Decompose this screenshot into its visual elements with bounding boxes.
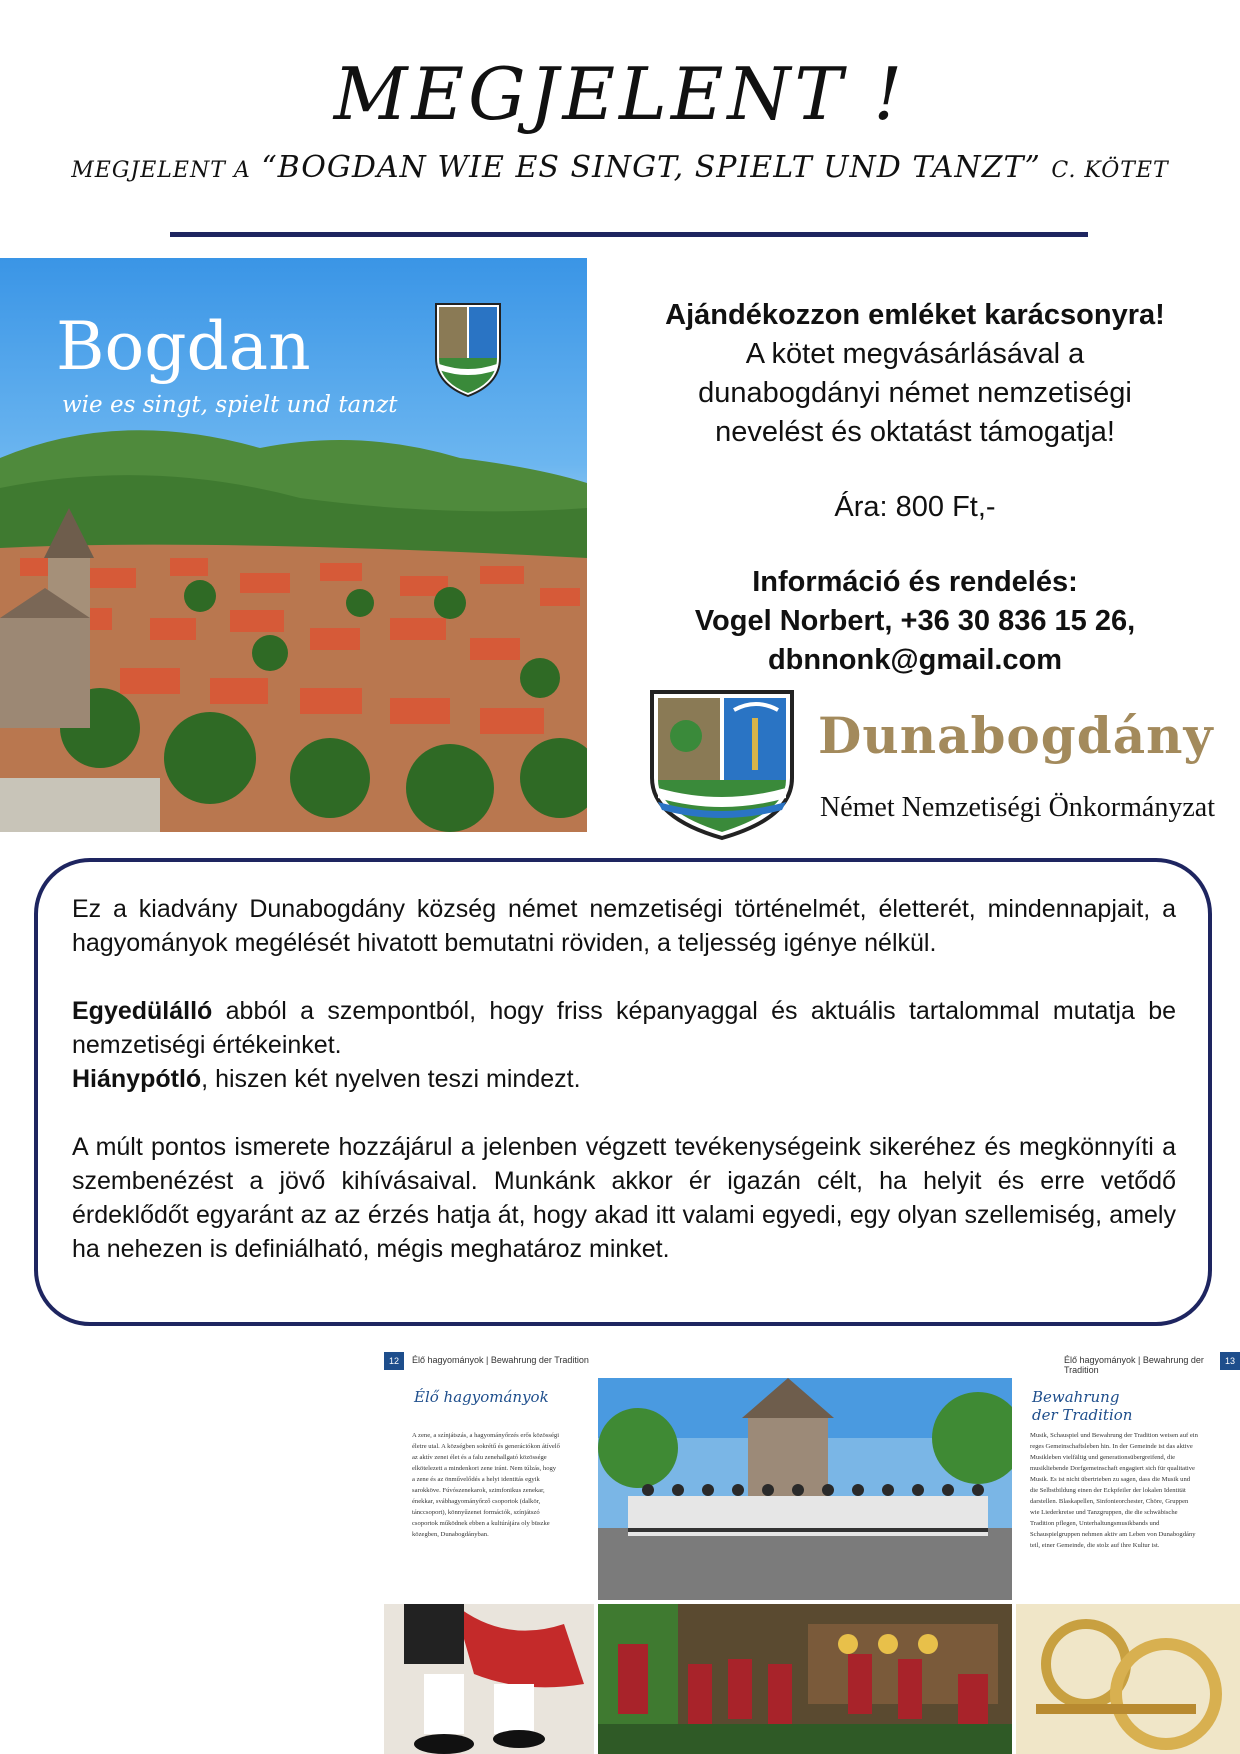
brass-instruments-photo [1016, 1604, 1240, 1754]
page-subtitle [0, 150, 1240, 185]
price: Ára: 800 Ft,- [834, 491, 996, 523]
info-line-3: nevelést és oktatást támogatja! [715, 416, 1115, 448]
cover-title: Bogdan [56, 308, 311, 385]
header-divider [170, 232, 1088, 237]
coat-of-arms-icon [648, 688, 796, 842]
highlight-unique: Egyedülálló [72, 997, 213, 1025]
description-paragraph-2-rest: abból a szempontból, hogy friss képanyaggal és aktuális tartalommal mutatja be nemzetiségi értékeinket. [72, 997, 1176, 1059]
dancers-photo [384, 1604, 594, 1754]
description-paragraph-2 [72, 994, 1176, 1062]
left-page-number: 12 [384, 1352, 404, 1370]
right-page-text: Musik, Schauspiel und Bewahrung der Tradition weisen auf ein reges Gemeinschaftsleben hin. In der Gemeinde ist das aktive Musikleben vielfältig und generationsübergreifend, die musikliebende Dorfgemeinschaft engagiert sich für qualitative Musik. Es ist nicht übertrieben zu sagen, dass die Musik und die Selbstbildung einen der Eckpfeiler der lokalen Identität darstellen. Blaskapellen, Sinfonieorchester, Chöre, Gruppen wie Liederkreise und Tanzgruppen, die die schwäbische Tradition pflegen, Unterhaltungsmusikbands und Schauspielgruppen nehmen aktiv am Leben von Dunabogdány teil, einer Gemeinde, die stolz auf ihre Kultur ist. [1030, 1432, 1198, 1549]
right-page-title-line-1: Bewahrung [1032, 1388, 1120, 1406]
contact-heading: Információ és rendelés: [752, 566, 1078, 598]
description-paragraph-1: Ez a kiadvány Dunabogdány község német nemzetiségi történelmét, életterét, mindennapjait, a hagyományok megélését hivatott bemutatni röviden, a teljesség igénye nélkül. [72, 895, 1176, 957]
subtitle-prefix: MEGJELENT A [71, 158, 251, 183]
cover-subtitle: wie es singt, spielt und tanzt [62, 392, 398, 418]
contact-email[interactable]: dbnnonk@gmail.com [767, 644, 1063, 676]
description-paragraph-3-rest: , hiszen két nyelven teszi mindezt. [201, 1065, 581, 1093]
right-page-number: 13 [1220, 1352, 1240, 1370]
description-paragraph-4: A múlt pontos ismerete hozzájárul a jelenben végzett tevékenységeink sikeréhez és megkönnyíti a szembenézést a jövő kihívásaival. Munkánk akkor ér igazán célt, ha helyit és erre vetődő érdeklődőt egyaránt az az érzés hatja át, hogy akad itt valami egyedi, egy olyan szellemiség, amely ha nehezen is definiálható, mégis meghatároz minket. [72, 1133, 1176, 1263]
highlight-gap-filler: Hiánypótló [72, 1065, 202, 1093]
page-title: MEGJELENT ! [333, 52, 907, 136]
info-line-2: dunabogdányi német nemzetiségi [698, 377, 1132, 409]
book-spread-preview [384, 1348, 1240, 1754]
right-page-title-line-2: der Tradition [1032, 1406, 1133, 1424]
right-running-head: Élő hagyományok | Bewahrung der Tradition [1064, 1355, 1204, 1375]
org-name: Dunabogdány [818, 706, 1214, 765]
description-paragraph-3 [72, 1062, 1176, 1096]
order-info [615, 296, 1215, 680]
choir-photo [598, 1378, 1012, 1600]
org-subtitle: Német Nemzetiségi Önkormányzat [820, 792, 1215, 823]
subtitle-book-title: “BOGDAN WIE ES SINGT, SPIELT UND TANZT” [261, 150, 1041, 185]
left-running-head: Élő hagyományok | Bewahrung der Tradition [412, 1355, 589, 1365]
contact-name: Vogel Norbert, +36 30 836 15 26, [694, 605, 1136, 637]
book-cover-image [0, 258, 587, 832]
brass-band-photo [598, 1604, 1012, 1754]
left-page-text: A zene, a színjátszás, a hagyományőrzés erős közösségi életre utal. A községben sokrétű és generációkon átívelő az aktív zenei élet és a falu zenehallgató közössége elkötelezett a mindenkori zene iránt. Nem túlzás, hogy a zene és az önművelődés a helyi identitás egyik sarokköve. Fúvószenekarok, szimfonikus zenekar, énekkar, svábhagyományőrző csoportok (dalkör, tánccsoport), könnyűzenei formációk, színjátszó csoportok működnek ebben a kultúrájára oly büszke közegben, Dunabogdányban. [412, 1432, 560, 1538]
info-headline: Ajándékozzon emléket karácsonyra! [665, 299, 1165, 331]
info-line-1: A kötet megvásárlásával a [745, 338, 1085, 370]
subtitle-suffix: C. KÖTET [1051, 158, 1169, 183]
left-page-title: Élő hagyományok [414, 1388, 549, 1406]
description-text [72, 892, 1176, 1266]
